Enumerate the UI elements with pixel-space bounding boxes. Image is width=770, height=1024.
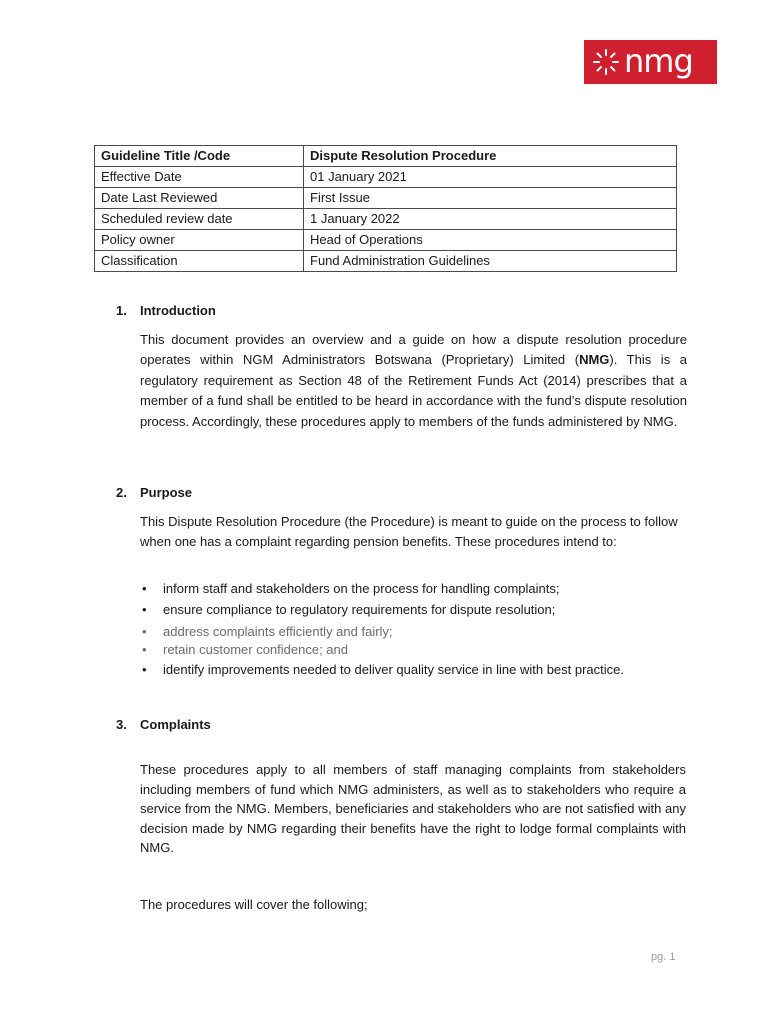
table-row <box>95 188 677 209</box>
table-cell: Fund Administration Guidelines <box>304 251 677 272</box>
bullet-glyph: • <box>142 642 147 657</box>
table-cell: Classification <box>95 251 304 272</box>
bullet-glyph: • <box>142 662 147 677</box>
logo-text: nmg <box>624 42 693 80</box>
table-row <box>95 209 677 230</box>
table-cell: Dispute Resolution Procedure <box>304 146 677 167</box>
purpose-bullet-list <box>140 581 660 677</box>
section-complaints <box>116 717 691 915</box>
section-heading <box>116 485 691 500</box>
list-item: • ensure compliance to regulatory requirements for dispute resolution; <box>142 602 556 617</box>
section-number: 1. <box>116 303 127 318</box>
table-cell: Date Last Reviewed <box>95 188 304 209</box>
table-cell: 1 January 2022 <box>304 209 677 230</box>
intro-text-1: This document provides an overview and a guide on how a dispute resolution procedure operates within NGM Administrators Botswana (Proprietary) Limited ( <box>140 332 687 368</box>
section-title: Complaints <box>140 717 211 732</box>
intro-bold-nmg: NMG <box>579 352 610 368</box>
section-introduction <box>116 303 691 432</box>
table-row <box>95 251 677 272</box>
table-row <box>95 230 677 251</box>
table-cell: 01 January 2021 <box>304 167 677 188</box>
bullet-glyph: • <box>142 602 147 617</box>
bullet-glyph: • <box>142 624 147 639</box>
page-number: pg. 1 <box>651 951 676 963</box>
section-heading <box>116 303 691 318</box>
table-row <box>95 167 677 188</box>
complaints-paragraph: These procedures apply to all members of staff managing complaints from stakeholders including members of fund which NMG administers, as well as to stakeholders who require a service from the NMG. Members, beneficiaries and stakeholders who are not satisfied with any decision made by NMG regarding their benefits have the right to lodge formal complaints with NMG. <box>140 762 686 856</box>
section-heading <box>116 717 691 732</box>
section-purpose <box>116 485 691 551</box>
nmg-logo <box>584 40 717 84</box>
list-item: • address complaints efficiently and fairly; <box>142 624 393 639</box>
complaints-following: The procedures will cover the following; <box>140 896 368 912</box>
intro-paragraph <box>140 330 687 432</box>
section-title: Introduction <box>140 303 216 318</box>
list-item: • identify improvements needed to deliver quality service in line with best practice. <box>142 662 625 677</box>
section-number: 2. <box>116 485 127 500</box>
table-cell: Head of Operations <box>304 230 677 251</box>
section-number: 3. <box>116 717 127 732</box>
purpose-paragraph: This Dispute Resolution Procedure (the Procedure) is meant to guide on the process to follow when one has a complaint regarding pension benefits. These procedures intend to: <box>140 514 678 549</box>
bullet-glyph: • <box>142 581 147 596</box>
section-title: Purpose <box>140 485 193 500</box>
starburst-icon <box>592 48 620 76</box>
intro-text-2: ). This is a regulatory requirement as Section 48 of the Retirement Funds Act (2014) prescribes that a member of a fund shall be entitled to be heard in accordance with the fund’s dispute resolution process. Accordingly, these procedures apply to members of the funds administered by NMG. <box>140 352 687 429</box>
table-cell: Scheduled review date <box>95 209 304 230</box>
list-item: • retain customer confidence; and <box>142 642 348 657</box>
guideline-info-table <box>94 145 677 272</box>
table-row <box>95 146 677 167</box>
table-cell: First Issue <box>304 188 677 209</box>
table-cell: Effective Date <box>95 167 304 188</box>
list-item: • inform staff and stakeholders on the process for handling complaints; <box>142 581 560 596</box>
table-cell: Policy owner <box>95 230 304 251</box>
table-cell: Guideline Title /Code <box>95 146 304 167</box>
